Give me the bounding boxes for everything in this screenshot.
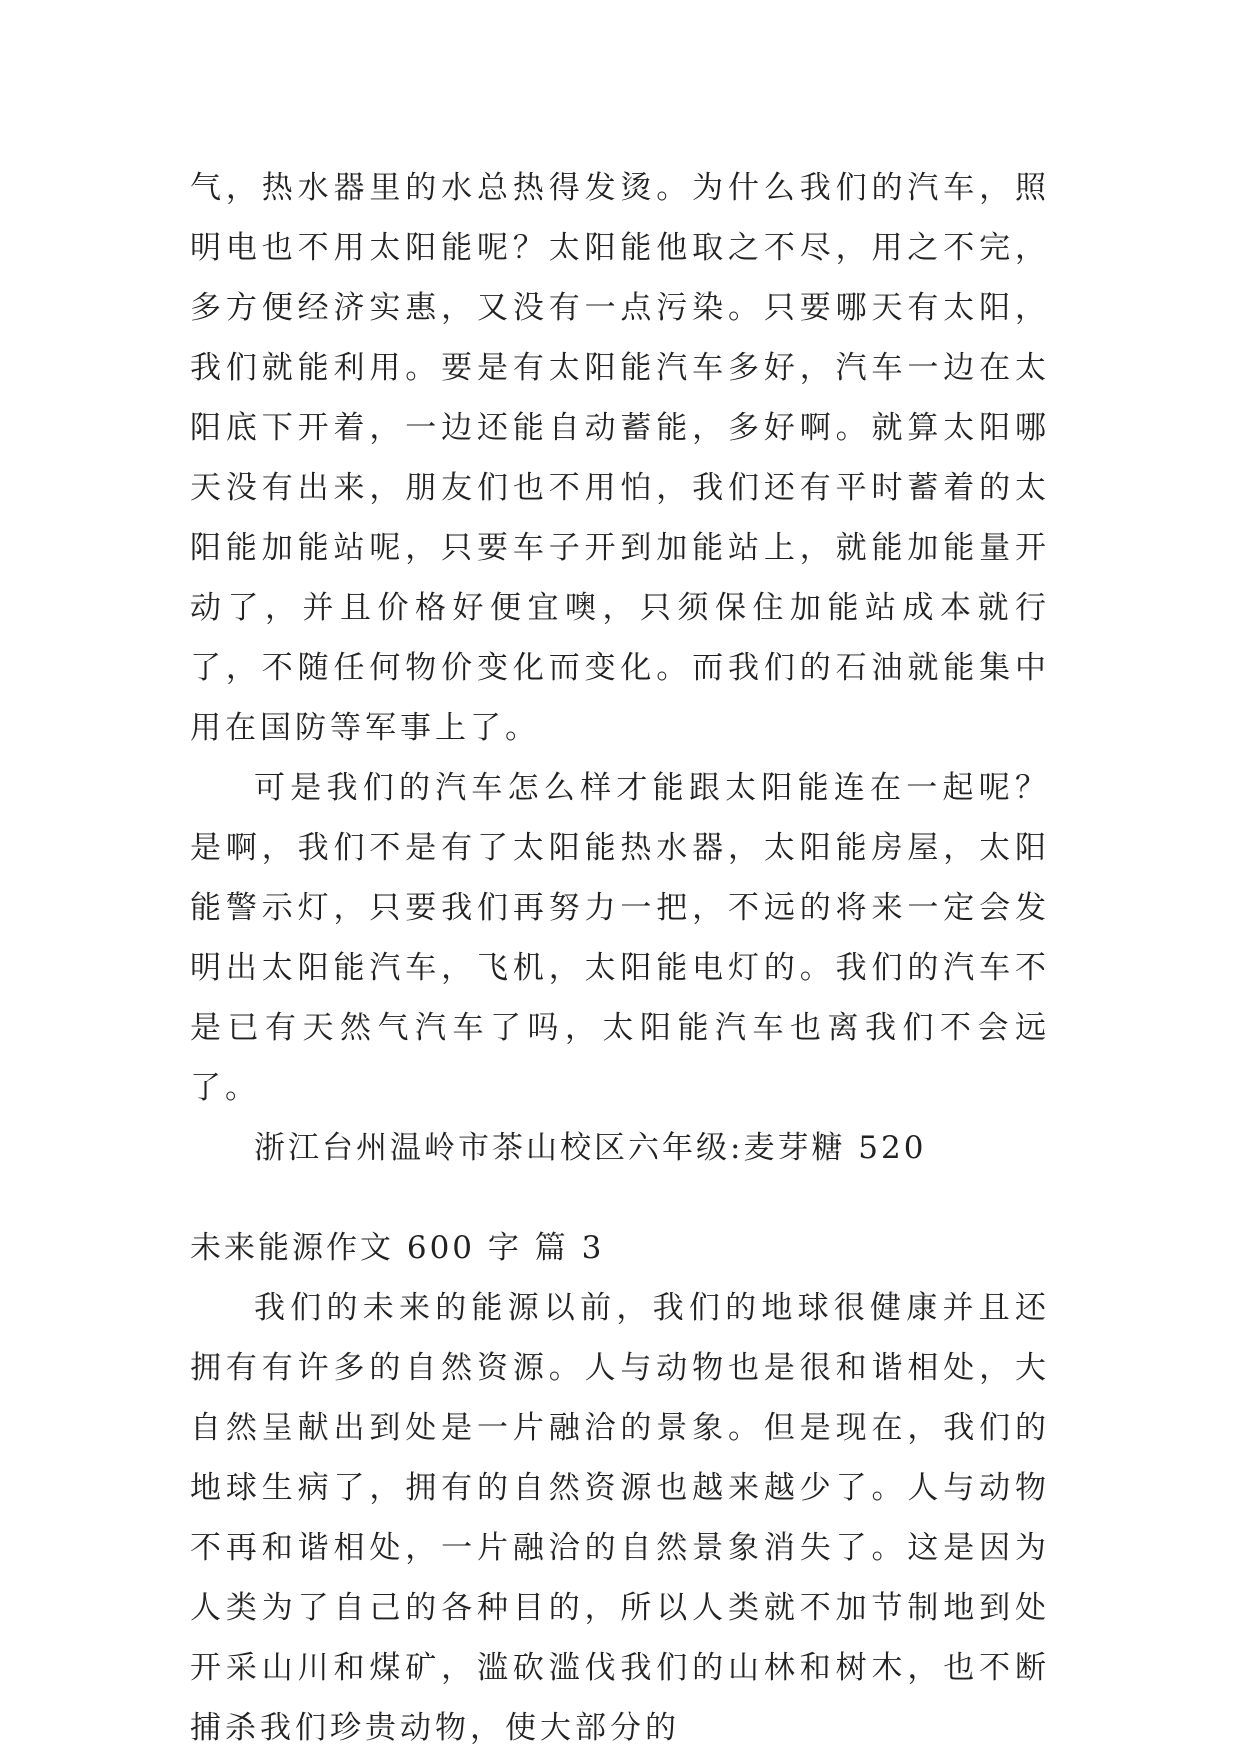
paragraph: 我们的未来的能源以前，我们的地球很健康并且还拥有有许多的自然资源。人与动物也是很和谐相处，大自然呈献出到处是一片融洽的景象。但是现在，我们的地球生病了，拥有的自然资源也越来越少了。人与动物不再和谐相处，一片融洽的自然景象消失了。这是因为人类为了自己的各种目的，所以人类就不加节制地到处开采山川和煤矿，滥砍滥伐我们的山林和树木，也不断捕杀我们珍贵动物，使大部分的: [190, 1290, 1050, 1746]
paragraph-continued: 气，热水器里的水总热得发烫。为什么我们的汽车，照明电也不用太阳能呢？太阳能他取之不尽，用之不完，多方便经济实惠，又没有一点污染。只要哪天有太阳，我们就能利用。要是有太阳能汽车多好，汽车一边在太阳底下开着，一边还能自动蓄能，多好啊。就算太阳哪天没有出来，朋友们也不用怕，我们还有平时蓄着的太阳能加能站呢，只要车子开到加能站上，就能加能量开动了，并且价格好便宜噢，只须保住加能站成本就行了，不随任何物价变化而变化。而我们的石油就能集中用在国防等军事上了。: [190, 170, 1050, 746]
paragraph: 可是我们的汽车怎么样才能跟太阳能连在一起呢？是啊，我们不是有了太阳能热水器，太阳能房屋，太阳能警示灯，只要我们再努力一把，不远的将来一定会发明出太阳能汽车，飞机，太阳能电灯的。我们的汽车不是已有天然气汽车了吗，太阳能汽车也离我们不会远了。: [190, 770, 1050, 1106]
section-heading: 未来能源作文 600 字 篇 3: [190, 1230, 605, 1266]
document-body: [190, 158, 1050, 1758]
author-signature: 浙江台州温岭市茶山校区六年级:麦芽糖 520: [254, 1130, 927, 1166]
